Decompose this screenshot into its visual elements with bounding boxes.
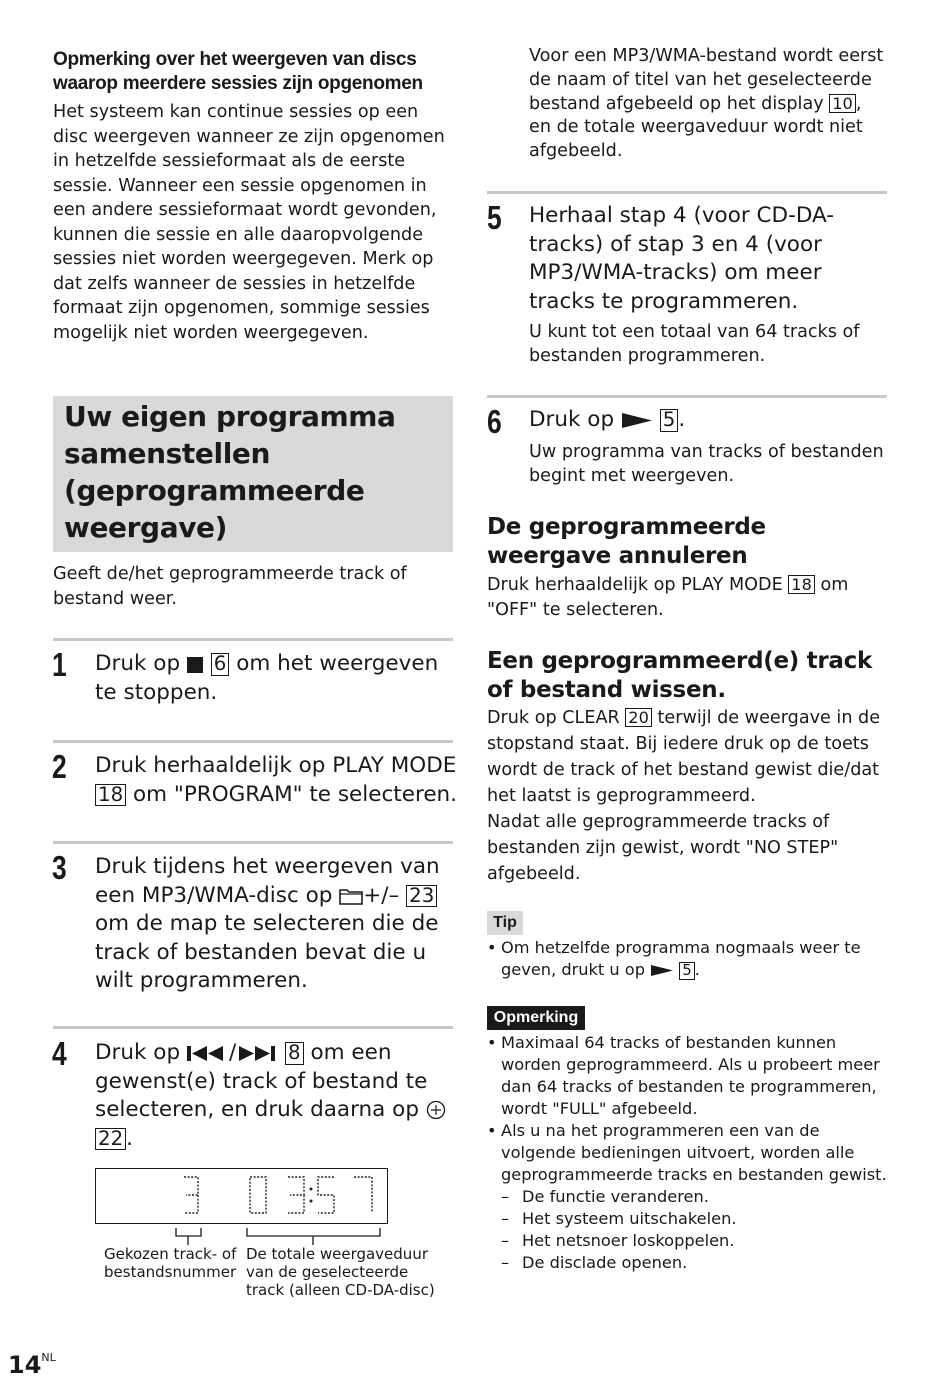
step-6-sub: Uw programma van tracks of bestanden begint met weergeven. [529, 442, 884, 486]
delete-post: terwijl de weergave in de stopstand staat. Bij iedere druk op de toets wordt de track of het bestand gewist die/dat het laatst is geprogrammeerd. [487, 708, 881, 806]
step-5-text: Herhaal stap 4 (voor CD-DA-tracks) of stap 3 en 4 (voor MP3/WMA-tracks) om meer tracks te programmeren. [529, 203, 835, 314]
delete-body-2: Nadat alle geprogrammeerde tracks of bestanden zijn gewist, wordt "NO STEP" afgebeeld. [487, 812, 839, 884]
list-item: • Als u na het programmeren een van de volgende bedieningen uitvoert, worden alle geprogrammeerde tracks en bestanden gewist. [487, 1120, 889, 1186]
tip-pre: Om hetzelfde programma nogmaals weer te geven, drukt u op [501, 938, 861, 979]
step-divider [53, 638, 453, 641]
folder-icon [339, 887, 363, 905]
button-ref-6: 6 [211, 653, 230, 676]
list-item [487, 937, 887, 981]
step-divider [53, 740, 453, 743]
note-label: Opmerking [487, 1006, 585, 1030]
enter-icon [426, 1100, 446, 1120]
step-6-pre: Druk op [529, 407, 615, 432]
button-ref-22: 22 [95, 1128, 126, 1151]
note-heading: Opmerking over het weergeven van discs waarop meerdere sessies zijn opgenomen [53, 49, 423, 94]
cancel-pre: Druk herhaaldelijk op PLAY MODE [487, 575, 783, 595]
tip-label: Tip [487, 911, 523, 935]
list-item: – Het systeem uitschakelen. [501, 1208, 889, 1230]
step-4-cont-pre: Voor een MP3/WMA-bestand wordt eerst de naam of titel van het geselecteerde bestand afgebeeld op het display [529, 46, 884, 114]
step-2-text [95, 752, 457, 809]
step-1-pre: Druk op [95, 651, 181, 676]
step-divider [487, 191, 887, 194]
list-item: • Maximaal 64 tracks of bestanden kunnen worden geprogrammeerd. Als u probeert meer dan 64 tracks of bestanden te programmeren, wordt "FULL" afgebeeld. [487, 1032, 889, 1120]
step-number: 2 [52, 748, 67, 785]
step-divider [487, 395, 887, 398]
list-item: – Het netsnoer loskoppelen. [501, 1230, 889, 1252]
lcd-digit-5 [318, 1177, 334, 1213]
button-ref-8: 8 [285, 1042, 304, 1065]
step-4-pre: Druk op [95, 1040, 181, 1065]
step-3-post: om de map te selecteren die de track of bestanden bevat die u wilt programmeren. [95, 911, 439, 993]
step-2-post: om "PROGRAM" te selecteren. [133, 781, 458, 807]
play-icon [650, 964, 674, 977]
section-title: Uw eigen programma samenstellen (geprogrammeerde weergave) [64, 400, 396, 544]
button-ref-18: 18 [95, 784, 126, 807]
prev-icon [187, 1045, 229, 1062]
step-number: 3 [52, 849, 67, 886]
step-2-pre: Druk herhaaldelijk op PLAY MODE [95, 753, 457, 778]
delete-pre: Druk op CLEAR [487, 708, 620, 728]
page-number [8, 1343, 56, 1380]
page-number-value: 14 [8, 1351, 42, 1379]
lcd-digits [96, 1169, 386, 1222]
display-panel [95, 1168, 388, 1224]
button-ref-18: 18 [788, 575, 815, 594]
step-divider [53, 841, 453, 844]
step-number: 5 [487, 199, 502, 236]
list-item: – De disclade openen. [501, 1252, 889, 1274]
note-list [487, 1032, 889, 1274]
step-3-pre: Druk tijdens het weergeven van een MP3/WMA-disc op [95, 854, 440, 908]
step-3-text [95, 853, 455, 996]
lcd-digit-7 [354, 1177, 372, 1213]
step-divider [53, 1026, 453, 1029]
tip-list [487, 937, 887, 981]
tip-end: . [694, 960, 700, 979]
section-title-box [53, 396, 453, 552]
step-number: 4 [52, 1035, 67, 1072]
lcd-digit-0 [250, 1177, 266, 1213]
step-4-post: om een gewenst(e) track of bestand te selecteren, en druk daarna op [95, 1040, 428, 1122]
section-intro: Geeft de/het geprogrammeerde track of bestand weer. [53, 564, 407, 609]
step-4-slash: / [228, 1040, 237, 1065]
display-label-time: De totale weergaveduur van de geselecteerde track (alleen CD-DA-disc) [246, 1245, 435, 1299]
display-label-track: Gekozen track- of bestandsnummer [104, 1245, 237, 1281]
list-item: – De functie veranderen. [501, 1186, 889, 1208]
step-6-end: . [678, 407, 686, 432]
button-ref-23: 23 [406, 885, 437, 908]
cancel-body [487, 573, 887, 622]
lcd-colon [310, 1188, 313, 1203]
button-ref-20: 20 [625, 708, 652, 727]
step-number: 6 [487, 403, 502, 440]
cancel-post: om "OFF" te selecteren. [487, 575, 849, 620]
step-4-continuation [529, 45, 889, 164]
note-body: Het systeem kan continue sessies op een disc weergeven wanneer ze zijn opgenomen in hetzelfde sessieformaat als de eerste sessie. Wanneer een sessie opgenomen in een andere sessieformaat wordt gevonden, kunnen die sessie en alle daaropvolgende sessies niet worden weergegeven. Merk op dat zelfs wanneer de sessies in hetzelfde formaat zijn opgenomen, sommige sessies mogelijk niet worden weergegeven. [53, 102, 445, 343]
step-1-text [95, 650, 455, 707]
delete-body [487, 705, 887, 887]
next-icon [236, 1045, 278, 1062]
step-3-plusminus: +/– [363, 882, 400, 908]
button-ref-5: 5 [679, 962, 694, 980]
step-4-end: . [126, 1125, 133, 1151]
cancel-heading: De geprogrammeerde weergave annuleren [487, 514, 766, 569]
page-lang: NL [41, 1351, 56, 1364]
stop-icon [187, 656, 204, 673]
step-5-sub: U kunt tot een totaal van 64 tracks of bestanden programmeren. [529, 322, 860, 366]
play-icon [621, 412, 653, 429]
step-4-text [95, 1039, 455, 1153]
step-1-post: om het weergeven te stoppen. [95, 651, 439, 705]
display-brackets [170, 1227, 390, 1247]
lcd-digit-3 [288, 1177, 304, 1213]
step-6-text [529, 406, 889, 435]
button-ref-10: 10 [829, 94, 856, 113]
delete-heading: Een geprogrammeerd(e) track of bestand wissen. [487, 648, 872, 703]
step-4-cont-post: , en de totale weergaveduur wordt niet afgebeeld. [529, 93, 863, 162]
button-ref-5: 5 [660, 409, 679, 432]
lcd-track-digit [184, 1177, 198, 1213]
step-number: 1 [52, 646, 67, 683]
